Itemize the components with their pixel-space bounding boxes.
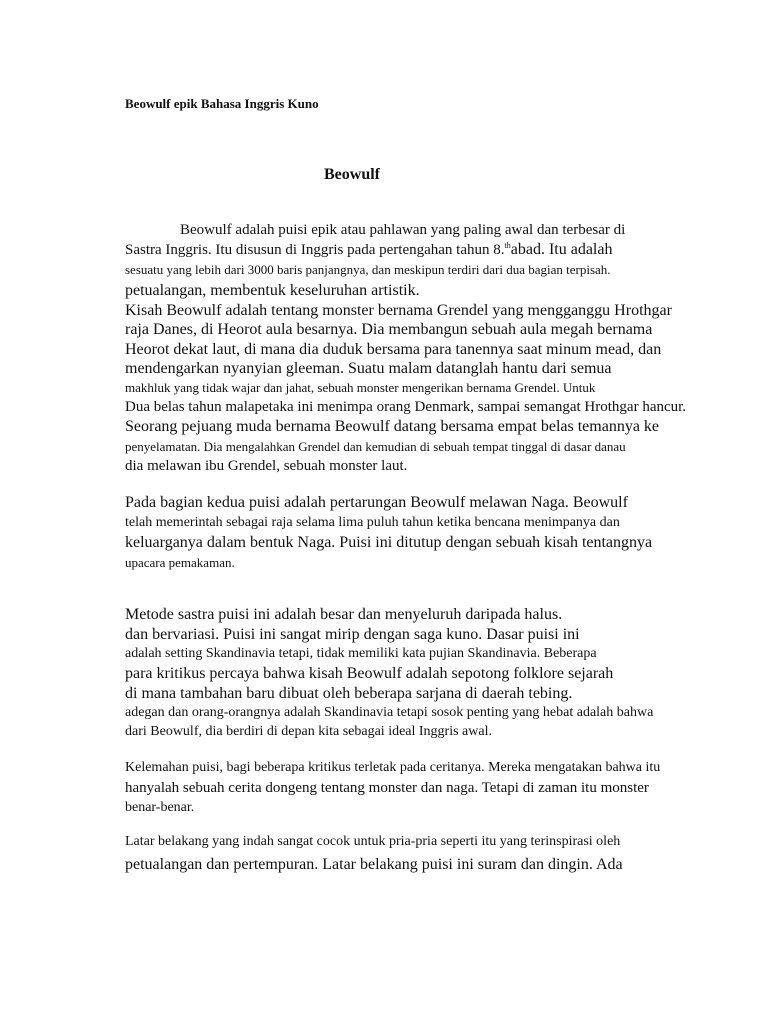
para2-line: telah memerintah sebagai raja selama lima puluh tahun ketika bencana menimpanya dan [125,515,620,530]
para2-line: Pada bagian kedua puisi adalah pertarungan Beowulf melawan Naga. Beowulf [125,494,628,511]
para3-line: adalah setting Skandinavia tetapi, tidak memiliki kata pujian Skandinavia. Beberapa [125,646,597,661]
para1-line: sesuatu yang lebih dari 3000 baris panjangnya, dan meskipun terdiri dari dua bagian terpisah. [125,262,611,277]
para1-line: Beowulf adalah puisi epik atau pahlawan yang paling awal dan terbesar di [180,222,626,238]
para1-line: penyelamatan. Dia mengalahkan Grendel dan kemudian di sebuah tempat tinggal di dasar danau [125,439,626,454]
para5-line: Latar belakang yang indah sangat cocok untuk pria-pria seperti itu yang terinspirasi oleh [125,834,621,849]
para2-line: upacara pemakaman. [125,555,235,570]
para1-line: petualangan, membentuk keseluruhan artistik. [125,282,420,299]
ordinal-suffix: th [504,241,511,250]
para1-line: Seorang pejuang muda bernama Beowulf datang bersama empat belas temannya ke [125,418,660,435]
para5-line: petualangan dan pertempuran. Latar belakang puisi ini suram dan dingin. Ada [125,856,623,873]
para1-line: makhluk yang tidak wajar dan jahat, sebuah monster mengerikan bernama Grendel. Untuk [125,380,596,395]
para3-line: adegan dan orang-orangnya adalah Skandinavia tetapi sosok penting yang hebat adalah bahwa [125,705,654,720]
document-header: Beowulf epik Bahasa Inggris Kuno [125,96,319,111]
para3-line: di mana tambahan baru dibuat oleh beberapa sarjana di daerah tebing. [125,685,573,702]
para3-line: Metode sastra puisi ini adalah besar dan menyeluruh daripada halus. [125,606,563,623]
para1-line: dia melawan ibu Grendel, sebuah monster laut. [125,458,408,474]
document-title: Beowulf [324,166,380,183]
para1-line: Heorot dekat laut, di mana dia duduk bersama para tanennya saat minum mead, dan [125,341,662,358]
para1-line: Kisah Beowulf adalah tentang monster bernama Grendel yang mengganggu Hrothgar [125,302,672,319]
para1-line-part: Sastra Inggris. Itu disusun di Inggris pada pertengahan tahun 8. [125,242,505,258]
para4-line: benar-benar. [125,800,195,815]
para1-line-part: abad. Itu adalah [510,241,613,258]
para1-line: raja Danes, di Heorot aula besarnya. Dia membangun sebuah aula megah bernama [125,321,653,338]
para2-line: keluarganya dalam bentuk Naga. Puisi ini ditutup dengan sebuah kisah tentangnya [125,534,653,551]
para1-line: Dua belas tahun malapetaka ini menimpa orang Denmark, sampai semangat Hrothgar hancur. [125,399,687,415]
para3-line: dan bervariasi. Puisi ini sangat mirip dengan saga kuno. Dasar puisi ini [125,626,580,643]
para4-line: Kelemahan puisi, bagi beberapa kritikus terletak pada ceritanya. Mereka mengatakan bahwa itu [125,760,661,775]
para1-line [125,242,612,258]
para3-line: para kritikus percaya bahwa kisah Beowulf adalah sepotong folklore sejarah [125,665,614,682]
para4-line: hanyalah sebuah cerita dongeng tentang monster dan naga. Tetapi di zaman itu monster [125,780,649,796]
para1-line: mendengarkan nyanyian gleeman. Suatu malam datanglah hantu dari semua [125,360,612,377]
para3-line: dari Beowulf, dia berdiri di depan kita sebagai ideal Inggris awal. [125,724,492,739]
